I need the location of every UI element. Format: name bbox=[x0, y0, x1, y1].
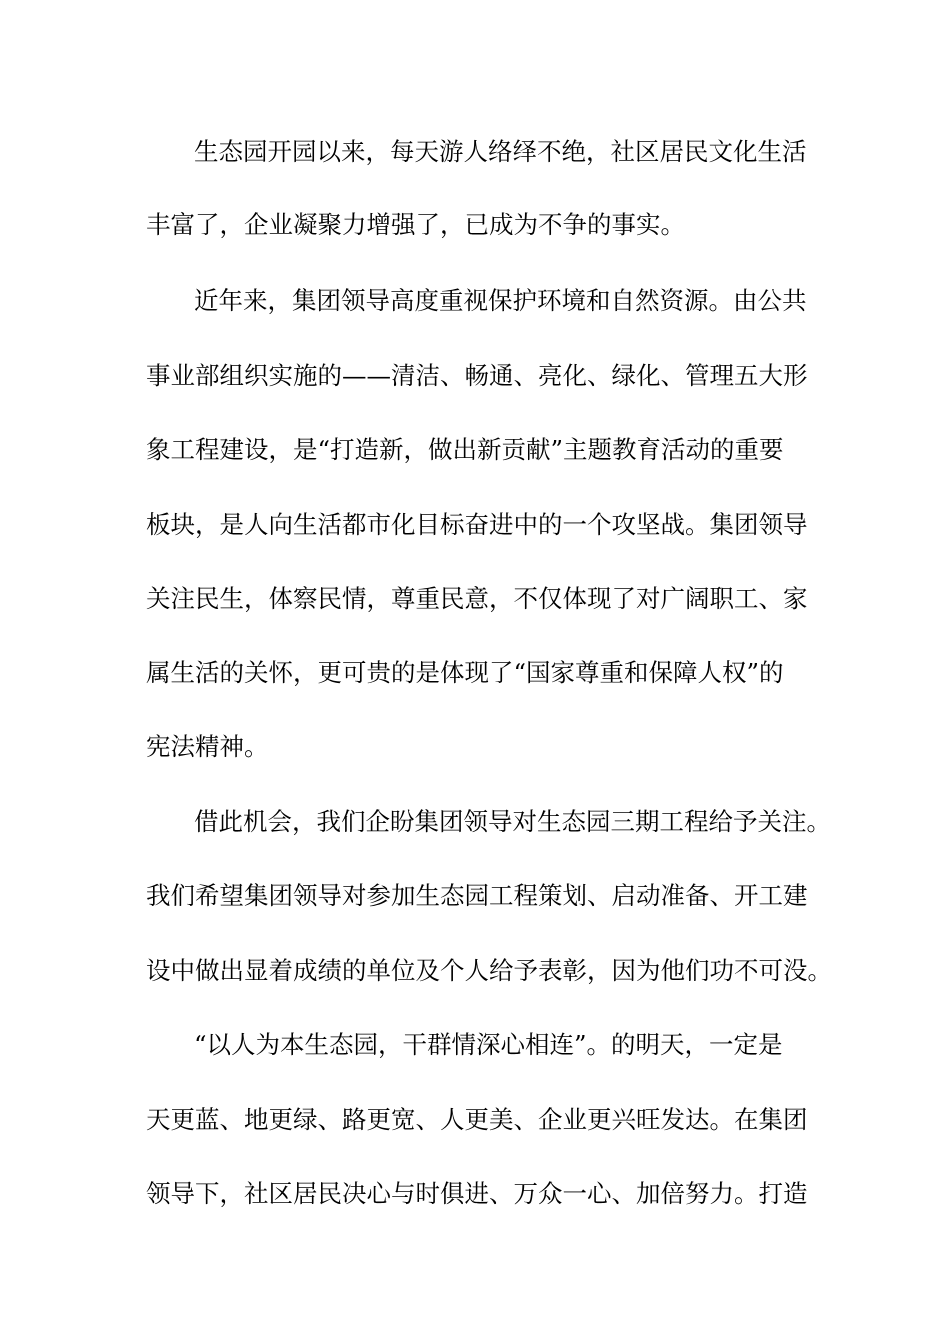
paragraph-3-line-3: 设中做出显着成绩的单位及个人给予表彰，因为他们功不可没。 bbox=[146, 956, 832, 985]
paragraph-1-line-2: 丰富了，企业凝聚力增强了，已成为不争的事实。 bbox=[146, 210, 685, 239]
paragraph-3-line-2: 我们希望集团领导对参加生态园工程策划、启动准备、开工建 bbox=[146, 881, 808, 910]
paragraph-4-line-2: 天更蓝、地更绿、路更宽、人更美、企业更兴旺发达。在集团 bbox=[146, 1105, 808, 1134]
paragraph-3-line-1: 借此机会，我们企盼集团领导对生态园三期工程给予关注。 bbox=[194, 807, 831, 836]
paragraph-2-line-6: 属生活的关怀，更可贵的是体现了“国家尊重和保障人权”的 bbox=[146, 658, 784, 687]
paragraph-2-line-2: 事业部组织实施的——清洁、畅通、亮化、绿化、管理五大形 bbox=[146, 361, 808, 390]
paragraph-2-line-3: 象工程建设，是“打造新，做出新贡献”主题教育活动的重要 bbox=[146, 435, 784, 464]
paragraph-2-line-5: 关注民生，体察民情，尊重民意，不仅体现了对广阔职工、家 bbox=[146, 584, 808, 613]
paragraph-2-line-7: 宪法精神。 bbox=[146, 732, 269, 761]
paragraph-2-line-4: 板块，是人向生活都市化目标奋进中的一个攻坚战。集团领导 bbox=[146, 510, 808, 539]
paragraph-1-line-1: 生态园开园以来，每天游人络绎不绝，社区居民文化生活 bbox=[194, 137, 807, 166]
paragraph-4-line-1: “以人为本生态园，干群情深心相连”。的明天，一定是 bbox=[194, 1030, 783, 1059]
paragraph-2-line-1: 近年来，集团领导高度重视保护环境和自然资源。由公共 bbox=[194, 286, 807, 315]
paragraph-4-line-3: 领导下，社区居民决心与时俱进、万众一心、加倍努力。打造 bbox=[146, 1179, 808, 1208]
